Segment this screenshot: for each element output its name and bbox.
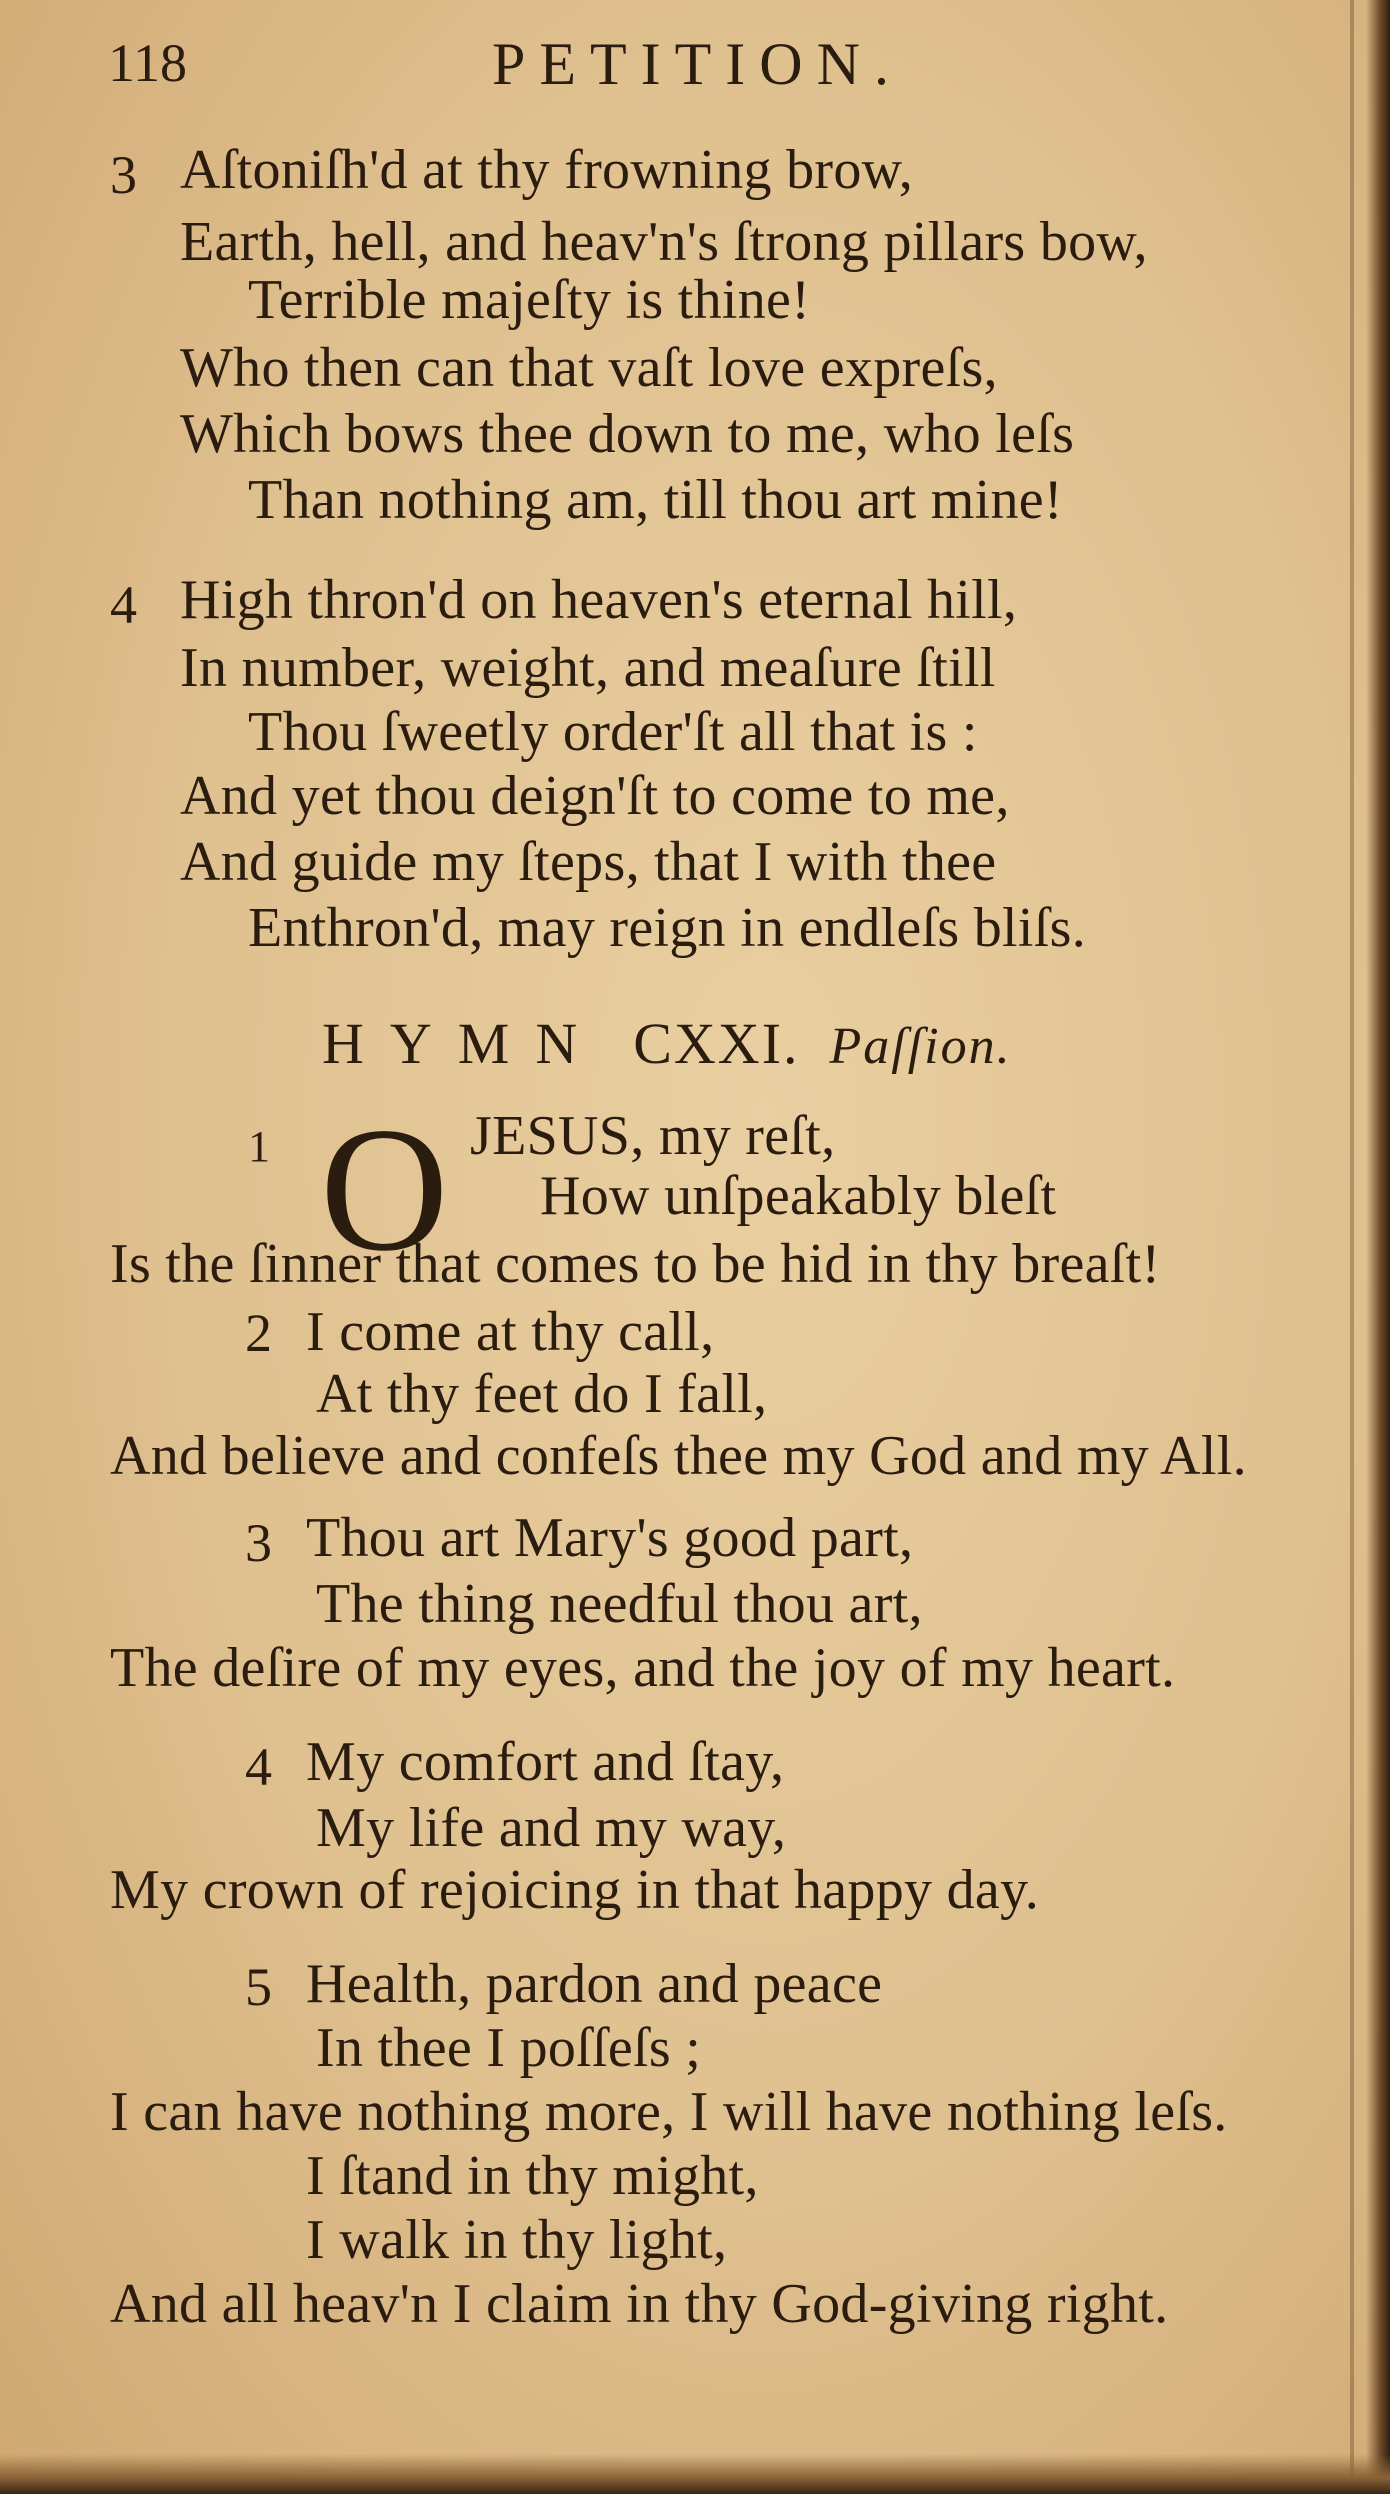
verse-line: The deſire of my eyes, and the joy of my heart. (110, 1637, 1176, 1699)
verse-line: I come at thy call, (306, 1301, 715, 1363)
page-fold-line (1350, 0, 1354, 2494)
verse-line: Health, pardon and peace (306, 1953, 883, 2015)
stanza-number: 2 (245, 1303, 272, 1363)
stanza-number: 5 (245, 1957, 272, 2017)
verse-line: I can have nothing more, I will have nothing leſs. (110, 2081, 1228, 2143)
drop-cap: O (320, 1090, 449, 1288)
stanza-number: 3 (110, 145, 137, 205)
verse-line: In number, weight, and meaſure ſtill (180, 637, 996, 699)
verse-line: Earth, hell, and heav'n's ſtrong pillars bow, (180, 211, 1148, 273)
verse-line: I ſtand in thy might, (306, 2145, 759, 2207)
page-number: 118 (108, 33, 187, 93)
hymn-title-subject: Paſſion. (829, 1018, 1012, 1075)
page-edge-shadow (1366, 0, 1390, 2494)
verse-line: Aſtoniſh'd at thy frowning brow, (180, 139, 914, 201)
verse-line: The thing needful thou art, (316, 1573, 923, 1635)
verse-line: Is the ſinner that comes to be hid in thy breaſt! (110, 1233, 1161, 1295)
verse-line: My crown of rejoicing in that happy day. (110, 1859, 1040, 1921)
stanza-number: 1 (248, 1122, 270, 1171)
stanza-number: 4 (245, 1737, 272, 1797)
verse-line: Which bows thee down to me, who leſs (180, 403, 1075, 465)
verse-line: And guide my ſteps, that I with thee (180, 831, 997, 893)
verse-line: Thou ſweetly order'ſt all that is : (248, 701, 978, 763)
verse-line: JESUS, my reſt, (470, 1105, 836, 1167)
hymn-title-word: HYMN (322, 1011, 604, 1076)
verse-line: And all heav'n I claim in thy God-giving right. (110, 2273, 1169, 2335)
page-bottom-shadow (0, 2454, 1390, 2494)
verse-line: Thou art Mary's good part, (306, 1507, 914, 1569)
verse-line: My life and my way, (316, 1797, 787, 1859)
verse-line: Terrible majeſty is thine! (248, 269, 811, 331)
verse-line: And yet thou deign'ſt to come to me, (180, 765, 1010, 827)
verse-line: I walk in thy light, (306, 2209, 728, 2271)
verse-line: High thron'd on heaven's eternal hill, (180, 569, 1018, 631)
verse-line: Who then can that vaſt love expreſs, (180, 337, 998, 399)
stanza-number: 4 (110, 575, 137, 635)
verse-line: In thee I poſſeſs ; (316, 2017, 702, 2079)
hymn-title (322, 1010, 1012, 1077)
stanza-number: 3 (245, 1513, 272, 1573)
verse-line: Than nothing am, till thou art mine! (248, 469, 1063, 531)
verse-line: My comfort and ſtay, (306, 1731, 785, 1793)
hymn-title-number: CXXI. (633, 1011, 800, 1076)
running-head: PETITION. (492, 31, 903, 97)
verse-line: How unſpeakably bleſt (540, 1165, 1057, 1227)
verse-line: And believe and confeſs thee my God and my All. (110, 1425, 1247, 1487)
verse-line: At thy feet do I fall, (316, 1363, 768, 1425)
verse-line: Enthron'd, may reign in endleſs bliſs. (248, 897, 1087, 959)
